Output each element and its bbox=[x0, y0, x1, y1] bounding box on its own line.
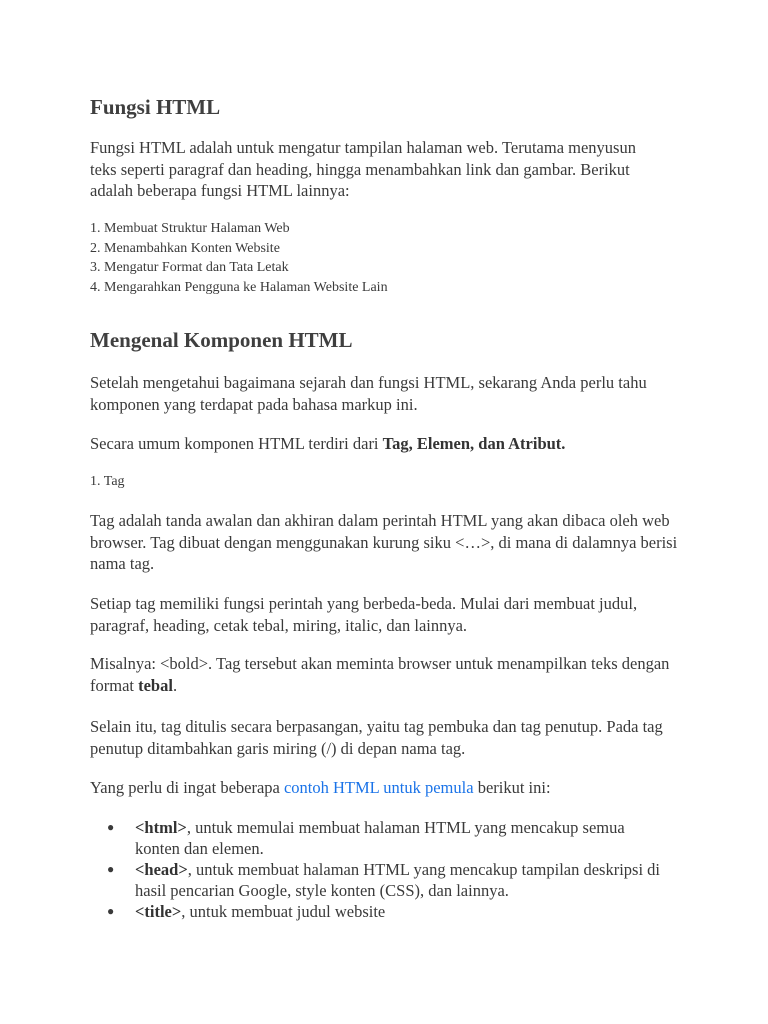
paragraph-komponen-summary bbox=[90, 433, 680, 455]
example-text: Misalnya: <bold>. Tag tersebut akan meminta browser untuk menampilkan teks dengan format bbox=[90, 654, 670, 695]
tag-item-label: 1. Tag bbox=[90, 474, 125, 489]
list-item bbox=[107, 859, 661, 901]
tag-name: <html> bbox=[135, 818, 187, 837]
list-item: 2. Menambahkan Konten Website bbox=[90, 240, 280, 256]
paragraph-tag-functions: Setiap tag memiliki fungsi perintah yang berbeda-beda. Mulai dari membuat judul, paragraf, heading, cetak tebal, miring, italic, dan lainnya. bbox=[90, 594, 638, 635]
list-item: 4. Mengarahkan Pengguna ke Halaman Website Lain bbox=[90, 279, 388, 295]
example-suffix: . bbox=[172, 675, 178, 695]
paragraph-tag-pairs: Selain itu, tag ditulis secara berpasangan, yaitu tag pembuka dan tag penutup. Pada tag penutup ditambahkan garis miring (/) di depan nama tag. bbox=[90, 717, 663, 758]
bullet-icon: ● bbox=[107, 820, 115, 834]
list-item: 1. Membuat Struktur Halaman Web bbox=[90, 221, 290, 236]
summary-bold-text: Tag, Elemen, dan Atribut. bbox=[382, 434, 566, 453]
tag-description: , untuk memulai membuat halaman HTML yang mencakup semua konten dan elemen. bbox=[135, 818, 625, 858]
html-examples-link[interactable]: contoh HTML untuk pemula bbox=[283, 778, 474, 797]
bullet-icon: ● bbox=[107, 862, 115, 876]
html-tag-bullet-list bbox=[90, 817, 660, 922]
list-item: 3. Mengatur Format dan Tata Letak bbox=[90, 260, 289, 275]
tag-name: <title> bbox=[135, 902, 182, 921]
tag-description: , untuk membuat halaman HTML yang mencakup tampilan deskripsi di hasil pencarian Google, style konten (CSS), dan lainnya. bbox=[135, 860, 661, 900]
heading-fungsi-html: Fungsi HTML bbox=[90, 95, 221, 119]
examples-intro-suffix: berikut ini: bbox=[473, 778, 551, 797]
example-bold-text: tebal bbox=[138, 675, 173, 695]
paragraph-fungsi-intro: Fungsi HTML adalah untuk mengatur tampilan halaman web. Terutama menyusun teks seperti paragraf dan heading, hingga menambahkan link dan gambar. Berikut adalah beberapa fungsi HTML lainnya: bbox=[90, 138, 636, 200]
bullet-icon: ● bbox=[107, 904, 115, 918]
paragraph-tag-example bbox=[90, 653, 710, 696]
paragraph-examples-intro bbox=[90, 777, 680, 799]
functions-list bbox=[90, 219, 650, 297]
list-item bbox=[107, 817, 660, 859]
tag-description: , untuk membuat judul website bbox=[181, 902, 386, 921]
list-item bbox=[107, 901, 660, 922]
tag-name: <head> bbox=[135, 860, 188, 879]
paragraph-tag-definition: Tag adalah tanda awalan dan akhiran dalam perintah HTML yang akan dibaca oleh web browser. Tag dibuat dengan menggunakan kurung siku <…>, di mana di dalamnya berisi nama tag. bbox=[90, 511, 678, 573]
paragraph-komponen-intro: Setelah mengetahui bagaimana sejarah dan fungsi HTML, sekarang Anda perlu tahu komponen yang terdapat pada bahasa markup ini. bbox=[90, 373, 647, 414]
summary-text: Secara umum komponen HTML terdiri dari bbox=[90, 434, 383, 453]
examples-intro-text: Yang perlu di ingat beberapa bbox=[90, 778, 284, 797]
heading-mengenal-komponen: Mengenal Komponen HTML bbox=[90, 328, 353, 352]
